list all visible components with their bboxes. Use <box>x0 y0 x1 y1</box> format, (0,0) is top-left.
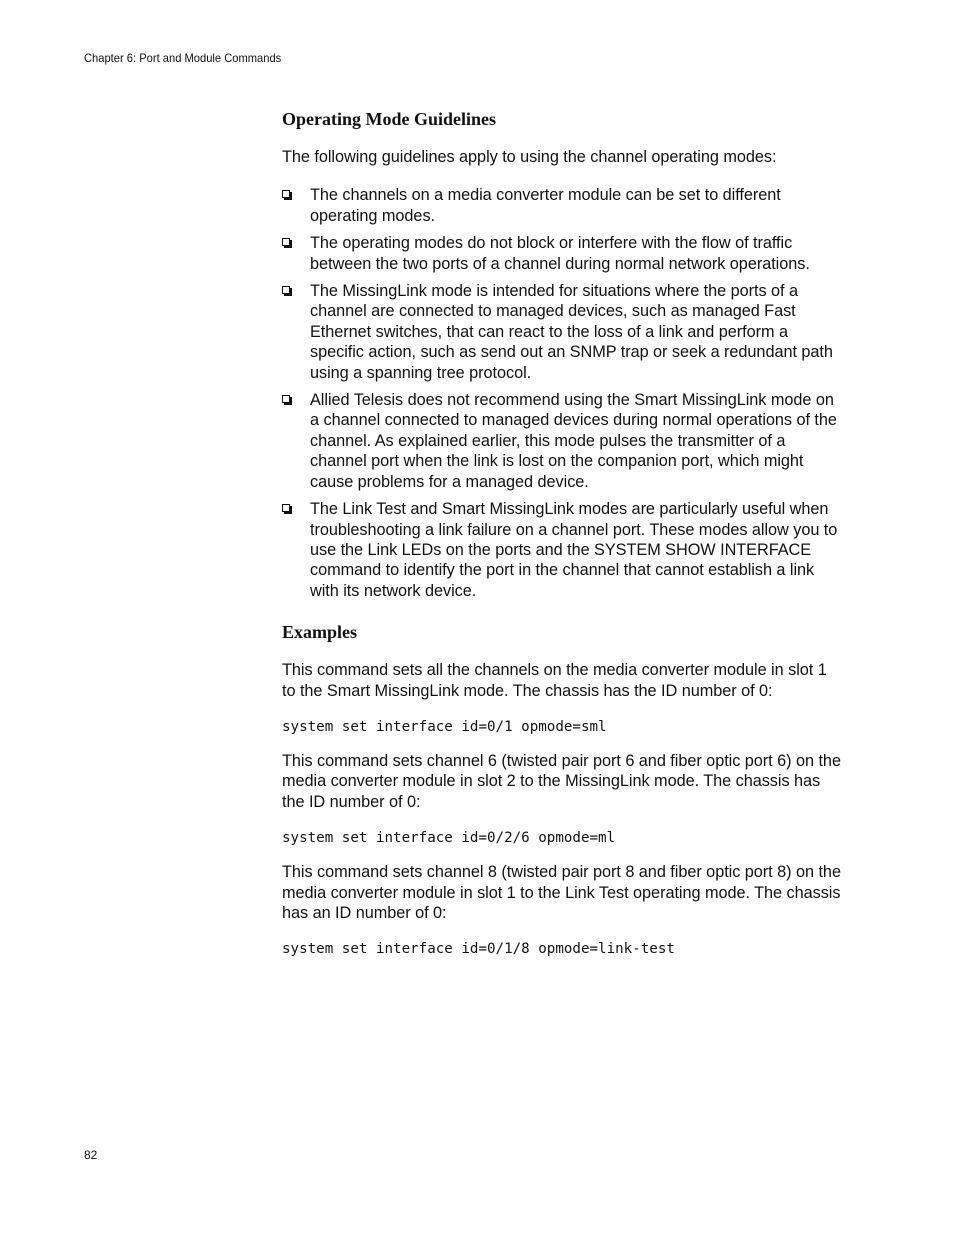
section-heading-guidelines: Operating Mode Guidelines <box>282 109 497 129</box>
list-item-text: The Link Test and Smart MissingLink modes are particularly useful when troubleshooting a link failure on a channel port. These modes allow you to use the Link LEDs on the ports and the SYSTEM SHOW INTERFACE command to identify the port in the channel that cannot establish a link with its network device. <box>310 500 838 600</box>
list-item <box>282 390 844 492</box>
checkbox-bullet-icon <box>282 286 290 294</box>
list-item <box>282 499 844 601</box>
list-item <box>282 233 844 274</box>
checkbox-bullet-icon <box>282 504 290 512</box>
section-heading-examples: Examples <box>282 622 358 643</box>
checkbox-bullet-icon <box>282 238 290 246</box>
list-item-text: The operating modes do not block or interfere with the flow of traffic between the two ports of a channel during normal network operations. <box>310 234 810 273</box>
list-item <box>282 281 844 383</box>
guidelines-list <box>282 185 844 601</box>
guidelines-intro: The following guidelines apply to using the channel operating modes: <box>282 148 777 166</box>
list-item <box>282 185 844 226</box>
list-item-text: The MissingLink mode is intended for situations where the ports of a channel are connected to managed devices, such as managed Fast Ethernet switches, that can react to the loss of a link and perform a specific action, such as send out an SNMP trap or seek a redundant path using a spanning tree protocol. <box>310 282 833 382</box>
example-description: This command sets channel 8 (twisted pair port 8 and fiber optic port 8) on the media converter module in slot 1 to the Link Test operating mode. The chassis has an ID number of 0: <box>282 863 841 922</box>
list-item-text: Allied Telesis does not recommend using the Smart MissingLink mode on a channel connected to managed devices during normal operations of the channel. As explained earlier, this mode pulses the transmitter of a channel port when the link is lost on the companion port, which might cause problems for a managed device. <box>310 391 837 491</box>
example-description: This command sets all the channels on the media converter module in slot 1 to the Smart MissingLink mode. The chassis has the ID number of 0: <box>282 661 827 700</box>
main-content <box>282 108 844 958</box>
list-item-text: The channels on a media converter module can be set to different operating modes. <box>310 186 781 225</box>
checkbox-bullet-icon <box>282 395 290 403</box>
running-header: Chapter 6: Port and Module Commands <box>84 51 282 65</box>
example-command: system set interface id=0/1 opmode=sml <box>282 718 607 735</box>
example-command: system set interface id=0/2/6 opmode=ml <box>282 830 616 847</box>
checkbox-bullet-icon <box>282 190 290 198</box>
page-number: 82 <box>84 1148 98 1162</box>
example-command: system set interface id=0/1/8 opmode=link-test <box>282 941 675 958</box>
example-description: This command sets channel 6 (twisted pair port 6 and fiber optic port 6) on the media converter module in slot 2 to the MissingLink mode. The chassis has the ID number of 0: <box>282 751 841 811</box>
